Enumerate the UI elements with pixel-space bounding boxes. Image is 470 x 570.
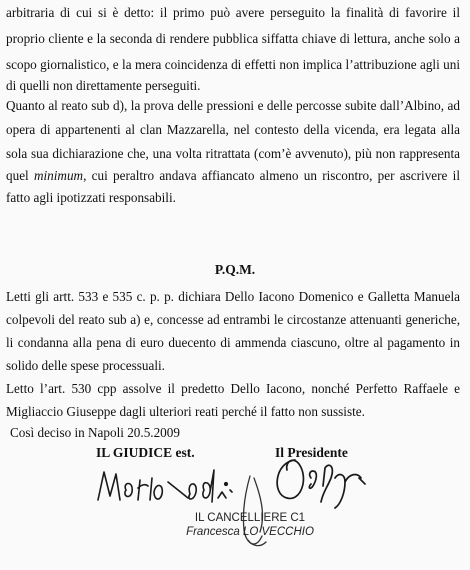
- text-line: sola sua dichiarazione che, una volta ritrattata (com’è avvenuto), più non rappresenta: [6, 146, 460, 161]
- section-title-pqm: P.Q.M.: [214, 262, 256, 277]
- emphasis-minimum: minimum: [33, 168, 84, 183]
- text-line: Migliaccio Giuseppe dagli ulteriori reati perché il fatto non sussiste.: [6, 404, 365, 419]
- text-span: quel: [6, 168, 34, 183]
- text-line: scopo giornalistico, e la mera coincidenza di effetti non implica l’attribuzione agli uni: [6, 57, 460, 72]
- text-line: li condanna alla pena di euro duecento di ammenda ciascuno, oltre al pagamento in: [6, 335, 460, 350]
- text-line: colpevoli del reato sub a) e, concesse ad entrambi le circostanze attenuanti generiche,: [6, 312, 460, 327]
- text-line: solido delle spese processuali.: [6, 358, 165, 373]
- text-line: di quelli non direttamente perseguiti.: [6, 78, 201, 93]
- text-line: fatto agli ipotizzati responsabili.: [6, 190, 176, 205]
- text-line: Quanto al reato sub d), la prova delle pressioni e delle percosse subite dall’Albino, ad: [6, 98, 460, 113]
- text-line: Così deciso in Napoli 20.5.2009: [10, 425, 180, 440]
- presidente-label: Il Presidente: [275, 445, 348, 460]
- stamp-cancelliere: IL CANCELLIERE C1: [194, 512, 306, 524]
- stamp-name: Francesca LO VECCHIO: [186, 526, 314, 538]
- text-line: Letto l’art. 530 cpp assolve il predetto Dello Iacono, nonché Perfetto Raffaele e: [6, 381, 460, 396]
- text-line: proprio cliente e la seconda di rendere pubblica siffatta chiave di lettura, anche solo a: [6, 31, 460, 46]
- text-line: opera di appartenenti al clan Mazzarella, nel contesto della vicenda, era legata alla: [6, 122, 460, 137]
- text-line: Letti gli artt. 533 e 535 c. p. p. dichiara Dello Iacono Domenico e Galletta Manuela: [6, 289, 460, 304]
- text-line: arbitraria di cui si è detto: il primo può avere perseguito la finalità di favorire il: [6, 5, 460, 20]
- text-span: , cui peraltro andava affiancato almeno un riscontro, per ascrivere il: [83, 168, 460, 183]
- giudice-label: IL GIUDICE est.: [96, 445, 195, 460]
- text-line: [6, 167, 460, 184]
